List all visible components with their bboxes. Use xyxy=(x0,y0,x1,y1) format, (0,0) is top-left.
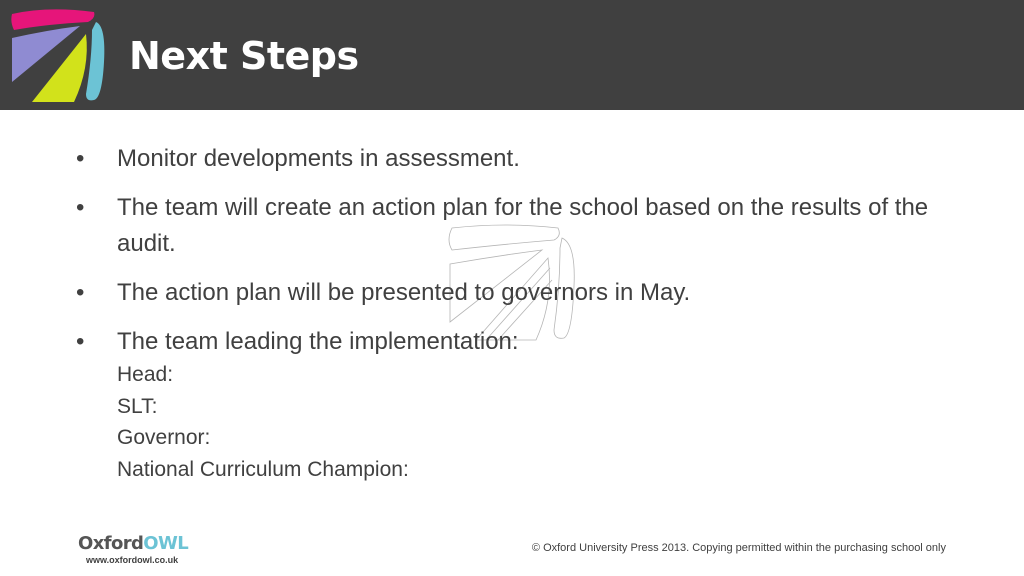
brand-wordmark xyxy=(78,533,188,555)
slide-header xyxy=(0,0,1024,110)
bullet-glyph: • xyxy=(76,194,85,221)
bullet-glyph: • xyxy=(76,145,85,172)
bullet-item xyxy=(76,141,936,177)
bullet-glyph: • xyxy=(76,279,85,306)
role-governor: Governor: xyxy=(117,426,211,449)
role-nc-champion: National Curriculum Champion: xyxy=(117,457,409,481)
bullet-glyph: • xyxy=(76,328,85,355)
role-head: Head: xyxy=(117,363,174,386)
brand-oxford: Oxford xyxy=(78,533,144,554)
brand-owl: OWL xyxy=(143,533,189,554)
bullet-item xyxy=(76,190,936,262)
copyright-notice: © Oxford University Press 2013. Copying permitted within the purchasing school only xyxy=(531,542,946,554)
bullet-item xyxy=(76,275,936,311)
oxford-owl-footer-logo xyxy=(78,533,198,569)
role-slt: SLT: xyxy=(117,394,158,418)
bullet-text: The team will create an action plan for the school based on the results of the audit. xyxy=(117,194,929,257)
bullet-list xyxy=(76,141,936,498)
logo-cyan-petal xyxy=(86,22,104,100)
bullet-text: The action plan will be presented to governors in May. xyxy=(117,279,691,306)
oxford-owl-logo-mark xyxy=(8,8,106,104)
slide-title: Next Steps xyxy=(129,34,359,78)
logo-magenta-petal xyxy=(11,9,94,30)
brand-url: www.oxfordowl.co.uk xyxy=(86,555,179,565)
bullet-text: Monitor developments in assessment. xyxy=(117,145,520,172)
bullet-text: The team leading the implementation: xyxy=(117,328,519,355)
team-roles xyxy=(117,359,936,485)
bullet-item xyxy=(76,324,936,485)
